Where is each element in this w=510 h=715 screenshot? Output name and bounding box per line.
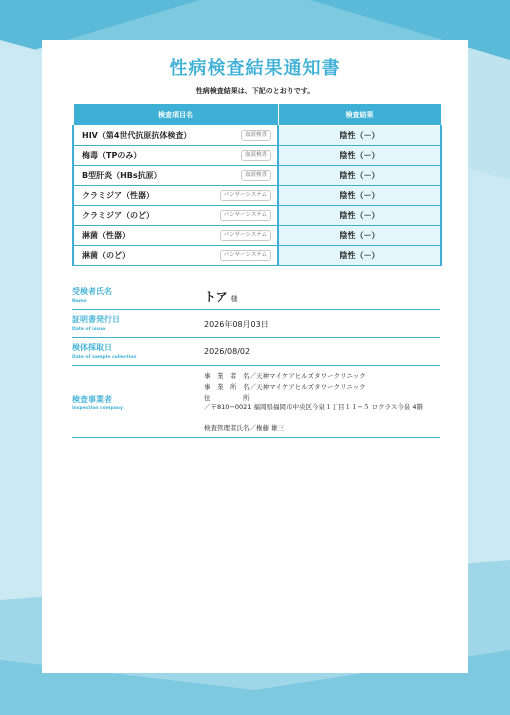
company-office-name: 事 業 所 名／天神マイケアヒルズタワークリニック	[204, 383, 366, 391]
company-manager: 検査管理者氏名／権藤 雄三	[204, 424, 285, 432]
patient-name-value-wrap	[204, 288, 238, 305]
table-header-row	[73, 104, 441, 126]
test-name-cell	[73, 246, 278, 266]
test-name: 淋菌（性器）	[82, 231, 130, 240]
header-test-result: 検査結果	[278, 104, 441, 126]
test-result: 陰性（－）	[278, 166, 441, 186]
company-section	[72, 366, 440, 438]
document-subtitle: 性病検査結果は、下記のとおりです。	[195, 87, 315, 95]
table-row	[73, 206, 441, 226]
test-name-cell	[73, 226, 278, 246]
table-row	[73, 246, 441, 266]
sample-date-value: 2026/08/02	[204, 347, 251, 356]
patient-name: トア	[204, 290, 228, 304]
test-name: クラミジア（性器）	[82, 191, 154, 200]
test-method-badge: パンサーシステム	[220, 250, 271, 261]
test-method-badge: パンサーシステム	[220, 190, 271, 201]
test-name: 梅毒（TPのみ）	[82, 151, 142, 160]
test-result: 陰性（－）	[278, 246, 441, 266]
sample-date-section	[72, 338, 440, 366]
test-result: 陰性（－）	[278, 146, 441, 166]
table-row	[73, 226, 441, 246]
test-method-badge: 血液検査	[241, 170, 271, 181]
test-method-badge: 血液検査	[241, 130, 271, 141]
test-result: 陰性（－）	[278, 226, 441, 246]
table-row	[73, 126, 441, 146]
test-result: 陰性（－）	[278, 126, 441, 146]
certificate-sheet	[42, 40, 468, 673]
test-name: 淋菌（のど）	[82, 251, 130, 260]
company-business-name: 事 業 者 名／天神マイケアヒルズタワークリニック	[204, 372, 366, 380]
issue-date-label: 証明書発行日	[72, 315, 120, 324]
sample-date-label: 検体採取日	[72, 343, 112, 352]
test-method-badge: パンサーシステム	[220, 210, 271, 221]
table-row	[73, 146, 441, 166]
test-name-cell	[73, 166, 278, 186]
company-label-en: Inspection company	[72, 406, 123, 411]
company-address-label: 住 所	[204, 394, 250, 402]
test-name-cell	[73, 126, 278, 146]
issue-date-value: 2026年08月03日	[204, 320, 269, 329]
test-name: B型肝炎（HBs抗原）	[82, 171, 162, 180]
patient-name-label: 受検者氏名	[72, 287, 112, 296]
issue-date-label-en: Date of issue	[72, 327, 106, 332]
honorific: 様	[230, 295, 238, 303]
test-method-badge: 血液検査	[241, 150, 271, 161]
test-name-cell	[73, 186, 278, 206]
header-test-item: 検査項目名	[73, 104, 278, 126]
test-name-cell	[73, 146, 278, 166]
patient-name-section	[72, 282, 440, 310]
patient-name-label-en: Name	[72, 299, 87, 304]
sample-date-label-en: Date of sample collection	[72, 355, 137, 360]
company-address: ／〒810−0021 福岡県福岡市中央区今泉１丁目１１−５ ロクラス今泉 4階	[204, 403, 423, 411]
test-name: クラミジア（のど）	[82, 211, 154, 220]
results-table	[72, 103, 442, 266]
test-result: 陰性（－）	[278, 206, 441, 226]
table-row	[73, 166, 441, 186]
test-name: HIV（第4世代抗原抗体検査）	[82, 131, 192, 140]
test-name-cell	[73, 206, 278, 226]
issue-date-section	[72, 310, 440, 338]
document-title: 性病検査結果通知書	[169, 58, 341, 79]
test-result: 陰性（－）	[278, 186, 441, 206]
table-row	[73, 186, 441, 206]
company-label: 検査事業者	[72, 395, 112, 404]
test-method-badge: パンサーシステム	[220, 230, 271, 241]
